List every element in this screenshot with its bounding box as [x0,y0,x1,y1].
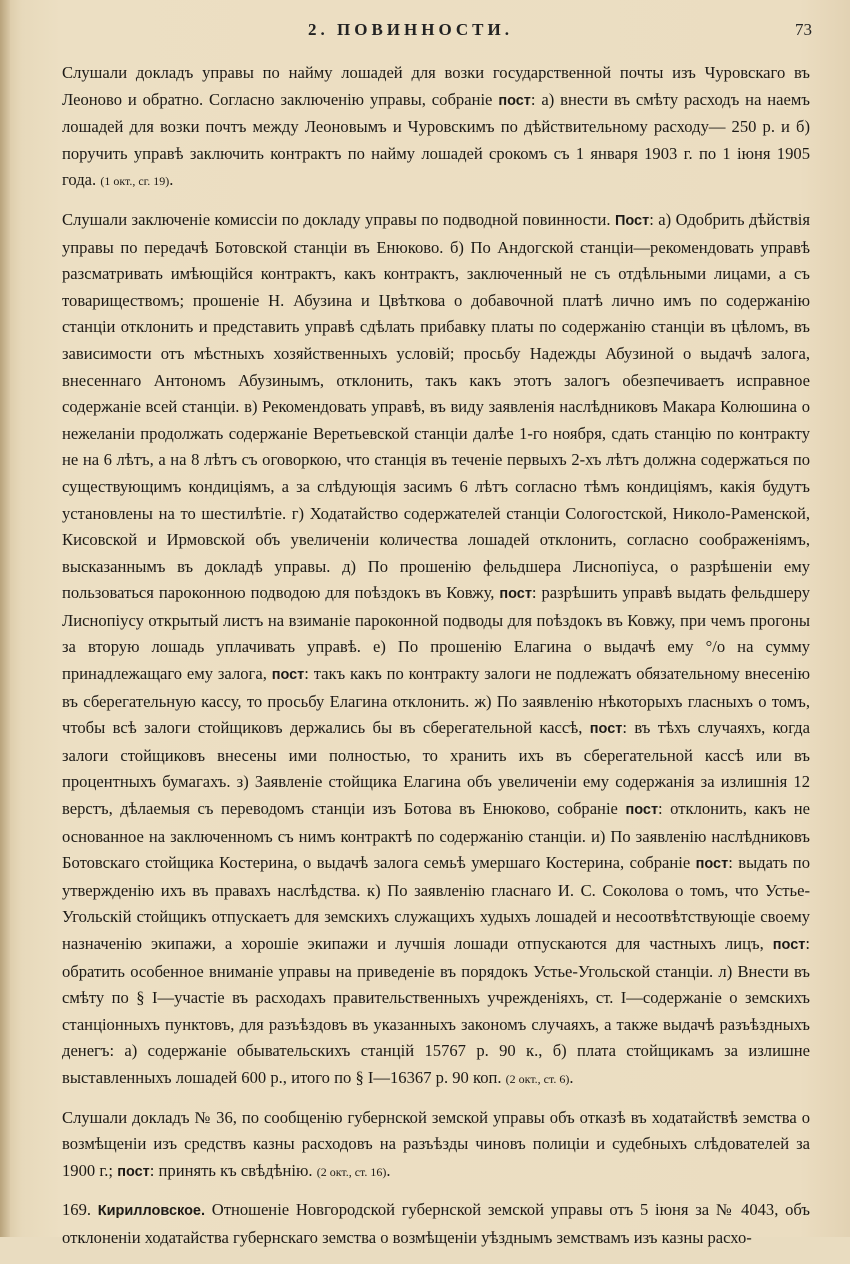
paragraph [62,1105,810,1186]
text-segment: : разрѣшить управѣ выдать фельдшеру Лиснопіусу открытый листъ на взиманіе пароконной подводы для поѣздокъ въ Ковжу, при чемъ прогоны за вторую лошадь уплачивать управѣ. е) По прошенію Елагина о выдачѣ ему °/о на сумму принадлежащаго ему залога, [62,583,811,684]
text-segment: : а) Одобрить дѣйствія управы по передачѣ Ботовской станціи въ Енюково. б) По Андогской станціи—рекомендовать управѣ разсматривать имѣющійся контрактъ, какъ контрактъ, заключенный не съ отдѣльными лицами, а съ товариществомъ; прошеніе Н. Абузина и Цвѣткова о добавочной платѣ лично имъ по содержанію станціи отклонить и представить управѣ сдѣлать прибавку платы по содержанію станціи въ цѣломъ, въ зависимости отъ мѣстныхъ хозяйственныхъ условій; просьбу Надежды Абузиной о выдачѣ залога, внесеннаго Антономъ Абузинымъ, отклонить, такъ какъ этотъ залогъ обезпечиваетъ исправное содержаніе всей станціи. в) Рекомендовать управѣ, въ виду заявленія наслѣдниковъ Макара Колюшина о нежеланіи продолжать содержаніе Веретьевской станціи далѣе 1-го ноября, сдать станцію по контракту не на 6 лѣтъ, а на 8 лѣтъ съ оговоркою, что станція въ теченіе первыхъ 2-хъ лѣтъ должна содержаться по существующимъ кондиціямъ, а за слѣдующія засимъ 6 лѣтъ согласно тѣмъ кондиціямъ, какія будутъ установлены на то шестилѣтіе. г) Ходатайство содержателей станціи Сологостской, Николо-Раменской, Кисовской и Ирмовской объ увеличеніи количества лошадей отклонить, согласно соображеніямъ, высказаннымъ въ докладѣ управы. д) По прошенію фельдшера Лиснопіуса, о разрѣшеніи ему пользоваться пароконною подводою для поѣздокъ въ Ковжу, [62,209,810,603]
bold-term: Кирилловское. [97,1203,206,1220]
bold-term: пост [271,667,305,684]
body-text [62,60,810,1264]
text-segment: : отклонить, какъ не основанное на заключенномъ съ нимъ контрактѣ по содержанію станціи. и) По заявленію наслѣдниковъ Ботовскаго стойщика Костерина, о выдачѣ залога семьѣ умершаго Костерина, собраніе [62,799,810,873]
text-segment: : выдать по утвержденію ихъ въ правахъ наслѣдства. к) По заявленію гласнаго И. С. Соколова о томъ, что Устье-Угольскій стойщикъ отпускаетъ для земскихъ служащихъ худыхъ лошадей и несоотвѣтствующіе своему назначенію экипажи, а хорошіе экипажи и лучшія лошади отпускаются для частныхъ лицъ, [62,853,810,953]
bold-term: пост [625,802,659,819]
section-title: 2. ПОВИННОСТИ. [308,20,513,39]
reference-note: (2 окт., ст. 16) [316,1164,387,1179]
text-segment: : такъ какъ по контракту залоги не подлежатъ обязательному внесенію въ сберегательную кассу, то просьбу Елагина отклонить. ж) По заявленію нѣкоторыхъ гласныхъ о томъ, чтобы всѣ залоги стойщиковъ держались бы въ сберегательной кассѣ, [62,664,811,738]
page-edge [0,0,10,1237]
paragraph [62,60,810,195]
page-number: 73 [795,20,812,39]
text-segment: Слушали докладъ № 36, по сообщенію губернской земской управы объ отказѣ въ ходатайствѣ земства о возмѣщеніи изъ средствъ казны расходовъ на разъѣзды чиновъ полиціи и судебныхъ слѣдователей за 1900 г.; [62,1107,810,1180]
text-segment: : принять къ свѣдѣнію. [149,1160,317,1180]
bold-term: пост [499,586,532,603]
text-segment: Слушали докладъ управы по найму лошадей для возки государственной почты изъ Чуровскаго въ Леоново и обратно. Согласно заключенію управы, собраніе [62,63,810,109]
bold-term: пост [695,856,729,873]
bold-term: пост [498,92,531,109]
paragraph [62,1197,810,1251]
page-header [60,18,820,48]
text-segment: Отношеніе Новгородской губернской земской управы отъ 5 іюня за № 4043, объ отклоненіи ходатайства губернскаго земства о возмѣщеніи уѣзднымъ земствамъ изъ казны расхо- [62,1200,810,1247]
text-segment: 169. [62,1200,98,1220]
text-segment: : а) внести въ смѣту расходъ на наемъ лошадей для возки почтъ между Леоновымъ и Чуровскимъ по дѣйствительному расходу— 250 р. и б) поручить управѣ заключить контрактъ по найму лошадей срокомъ съ 1 января 1903 г. по 1 іюня 1905 года. [62,89,810,190]
bold-term: пост [772,937,806,953]
text-segment: Слушали заключеніе комиссіи по докладу управы по подводной повинности. [62,209,615,229]
bold-term: Пост [614,212,650,229]
text-segment: . [169,170,174,190]
reference-note: (2 окт., ст. 6) [505,1071,570,1086]
text-segment: . [569,1067,574,1087]
text-segment: : въ тѣхъ случаяхъ, когда залоги стойщиковъ внесены ими полностью, то хранить ихъ въ сберегательной кассѣ или въ процентныхъ бумагахъ. з) Заявленіе стойщика Елагина объ увеличеніи ему содержанія за излишнія 12 верстъ, дѣлаемыя съ переводомъ станціи изъ Ботова въ Енюково, собраніе [62,718,810,819]
paragraph [62,207,810,1093]
text-segment: : обратить особенное вниманіе управы на приведеніе въ порядокъ Устье-Угольской станціи. л) Внести въ смѣту по § I—участіе въ расходахъ правительственныхъ учрежденіяхъ, ст. I—содержаніе о земскихъ станціонныхъ пунктовъ, для разъѣздовъ въ указанныхъ закономъ случаяхъ, а также выдачѣ разъѣздныхъ денегъ: а) содержаніе обывательскихъ станцій 15767 р. 90 к., б) плата стойщикамъ за излишне выставленныхъ лошадей 600 р., итого по § I—16367 р. 90 коп. [62,934,810,1087]
reference-note: (1 окт., сг. 19) [100,174,170,189]
bold-term: пост [589,721,623,738]
bold-term: пост [117,1163,150,1180]
text-segment: . [386,1160,391,1180]
